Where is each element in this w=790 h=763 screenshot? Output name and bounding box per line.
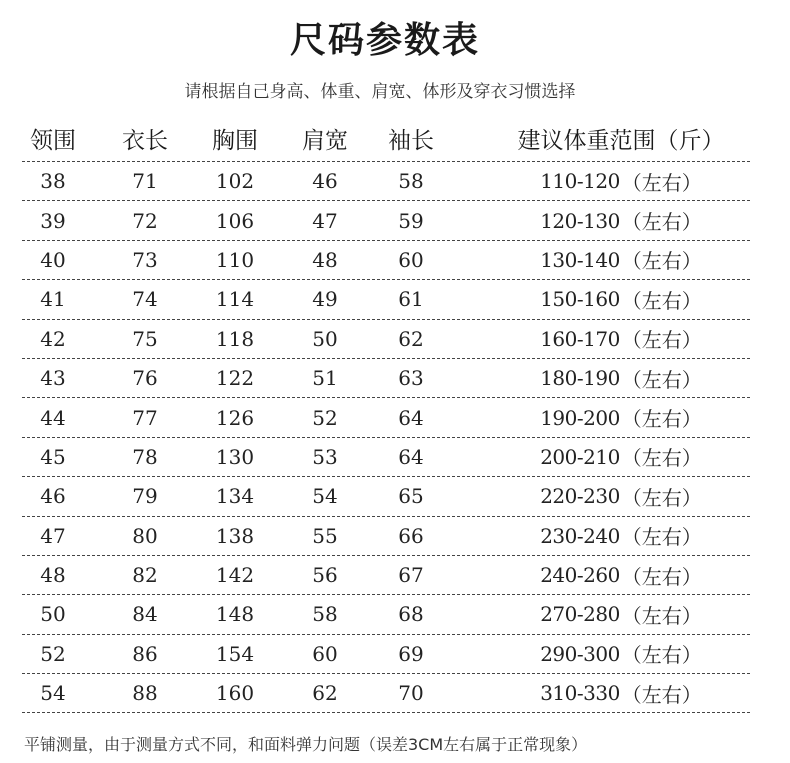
cell-shoulder: 52	[312, 405, 338, 430]
header-length: 衣长	[122, 128, 168, 154]
cell-collar: 52	[40, 641, 66, 666]
cell-shoulder: 55	[312, 523, 338, 548]
cell-weight-range	[492, 517, 750, 555]
cell-sleeve: 59	[398, 208, 424, 233]
table-row	[22, 477, 750, 516]
cell-sleeve: 65	[398, 484, 424, 509]
cell-chest: 110	[215, 247, 255, 272]
cell-sleeve: 69	[398, 641, 424, 666]
cell-shoulder: 62	[312, 681, 338, 706]
cell-shoulder: 60	[312, 641, 338, 666]
cell-weight-range	[492, 320, 750, 358]
table-row	[22, 359, 750, 398]
cell-chest: 122	[215, 366, 255, 391]
cell-length: 73	[132, 247, 158, 272]
size-table	[22, 116, 750, 713]
cell-collar: 41	[40, 287, 66, 312]
weight-range-note: （左右）	[621, 210, 702, 235]
cell-chest: 148	[215, 602, 255, 627]
cell-length: 78	[132, 444, 158, 469]
cell-shoulder: 51	[312, 366, 338, 391]
page-subtitle: 请根据自己身高、体重、肩宽、体形及穿衣习惯选择	[184, 82, 576, 102]
weight-range-value: 120-130	[540, 208, 620, 233]
cell-collar: 45	[40, 444, 66, 469]
table-row	[22, 201, 750, 240]
weight-range-note: （左右）	[621, 603, 702, 628]
cell-weight-range	[492, 674, 750, 712]
cell-sleeve: 64	[398, 444, 424, 469]
weight-range-note: （左右）	[621, 367, 702, 392]
cell-weight-range	[492, 398, 750, 436]
cell-weight-range	[492, 477, 750, 515]
cell-length: 76	[132, 366, 158, 391]
weight-range-note: （左右）	[621, 643, 702, 668]
cell-length: 86	[132, 641, 158, 666]
cell-shoulder: 49	[312, 287, 338, 312]
table-row	[22, 674, 750, 713]
cell-sleeve: 70	[398, 681, 424, 706]
header-chest: 胸围	[212, 128, 258, 154]
cell-weight-range	[492, 635, 750, 673]
cell-chest: 126	[215, 405, 255, 430]
weight-range-note: （左右）	[621, 249, 702, 274]
cell-length: 71	[132, 169, 158, 194]
cell-shoulder: 46	[312, 169, 338, 194]
table-row	[22, 595, 750, 634]
cell-length: 80	[132, 523, 158, 548]
cell-chest: 160	[215, 681, 255, 706]
weight-range-value: 230-240	[540, 523, 620, 548]
weight-range-value: 130-140	[540, 247, 620, 272]
table-row	[22, 398, 750, 437]
cell-collar: 40	[40, 247, 66, 272]
cell-shoulder: 54	[312, 484, 338, 509]
weight-range-value: 190-200	[540, 405, 620, 430]
cell-collar: 46	[40, 484, 66, 509]
cell-collar: 50	[40, 602, 66, 627]
weight-range-note: （左右）	[621, 564, 702, 589]
cell-collar: 42	[40, 326, 66, 351]
cell-shoulder: 50	[312, 326, 338, 351]
cell-length: 77	[132, 405, 158, 430]
cell-collar: 48	[40, 563, 66, 588]
page-title: 尺码参数表	[289, 19, 480, 61]
cell-weight-range	[492, 438, 750, 476]
weight-range-note: （左右）	[621, 407, 702, 432]
cell-weight-range	[492, 201, 750, 239]
weight-range-note: （左右）	[621, 288, 702, 313]
cell-sleeve: 63	[398, 366, 424, 391]
cell-chest: 114	[215, 287, 255, 312]
cell-weight-range	[492, 595, 750, 633]
table-row	[22, 517, 750, 556]
cell-chest: 130	[215, 444, 255, 469]
cell-collar: 39	[40, 208, 66, 233]
table-header-row	[22, 116, 750, 162]
table-row	[22, 635, 750, 674]
weight-range-value: 200-210	[540, 444, 620, 469]
weight-range-value: 270-280	[540, 602, 620, 627]
weight-range-value: 180-190	[540, 366, 620, 391]
cell-chest: 142	[215, 563, 255, 588]
header-sleeve: 袖长	[388, 128, 434, 154]
cell-chest: 106	[215, 208, 255, 233]
cell-sleeve: 62	[398, 326, 424, 351]
cell-sleeve: 60	[398, 247, 424, 272]
table-row	[22, 556, 750, 595]
cell-shoulder: 53	[312, 444, 338, 469]
cell-sleeve: 68	[398, 602, 424, 627]
cell-collar: 54	[40, 681, 66, 706]
weight-range-note: （左右）	[621, 446, 702, 471]
cell-collar: 44	[40, 405, 66, 430]
weight-range-note: （左右）	[621, 485, 702, 510]
cell-length: 75	[132, 326, 158, 351]
cell-collar: 43	[40, 366, 66, 391]
cell-sleeve: 61	[398, 287, 424, 312]
cell-chest: 154	[215, 641, 255, 666]
header-collar: 领围	[30, 128, 76, 154]
cell-weight-range	[492, 556, 750, 594]
cell-chest: 134	[215, 484, 255, 509]
weight-range-value: 290-300	[540, 641, 620, 666]
table-body	[22, 162, 750, 713]
cell-length: 74	[132, 287, 158, 312]
cell-shoulder: 58	[312, 602, 338, 627]
weight-range-note: （左右）	[621, 328, 702, 353]
weight-range-note: （左右）	[621, 525, 702, 550]
weight-range-value: 110-120	[540, 169, 620, 194]
weight-range-note: （左右）	[621, 170, 702, 195]
cell-chest: 138	[215, 523, 255, 548]
table-row	[22, 241, 750, 280]
table-row	[22, 280, 750, 319]
cell-shoulder: 48	[312, 247, 338, 272]
cell-length: 79	[132, 484, 158, 509]
cell-weight-range	[492, 162, 750, 200]
table-row	[22, 320, 750, 359]
cell-length: 72	[132, 208, 158, 233]
weight-range-value: 150-160	[540, 287, 620, 312]
weight-range-value: 160-170	[540, 326, 620, 351]
cell-length: 88	[132, 681, 158, 706]
cell-collar: 38	[40, 169, 66, 194]
cell-sleeve: 64	[398, 405, 424, 430]
table-row	[22, 162, 750, 201]
cell-sleeve: 66	[398, 523, 424, 548]
header-weight-range: 建议体重范围（斤）	[517, 128, 725, 154]
cell-weight-range	[492, 359, 750, 397]
weight-range-note: （左右）	[621, 682, 702, 707]
cell-collar: 47	[40, 523, 66, 548]
cell-length: 84	[132, 602, 158, 627]
cell-shoulder: 56	[312, 563, 338, 588]
cell-chest: 102	[215, 169, 255, 194]
table-row	[22, 438, 750, 477]
weight-range-value: 240-260	[540, 563, 620, 588]
header-shoulder: 肩宽	[302, 128, 348, 154]
footnote: 平铺测量，由于测量方式不同，和面料弹力问题（误差3CM左右属于正常现象）	[24, 735, 588, 754]
cell-sleeve: 67	[398, 563, 424, 588]
cell-weight-range	[492, 280, 750, 318]
cell-chest: 118	[215, 326, 255, 351]
weight-range-value: 220-230	[540, 484, 620, 509]
cell-shoulder: 47	[312, 208, 338, 233]
weight-range-value: 310-330	[540, 681, 620, 706]
cell-sleeve: 58	[398, 169, 424, 194]
cell-weight-range	[492, 241, 750, 279]
cell-length: 82	[132, 563, 158, 588]
